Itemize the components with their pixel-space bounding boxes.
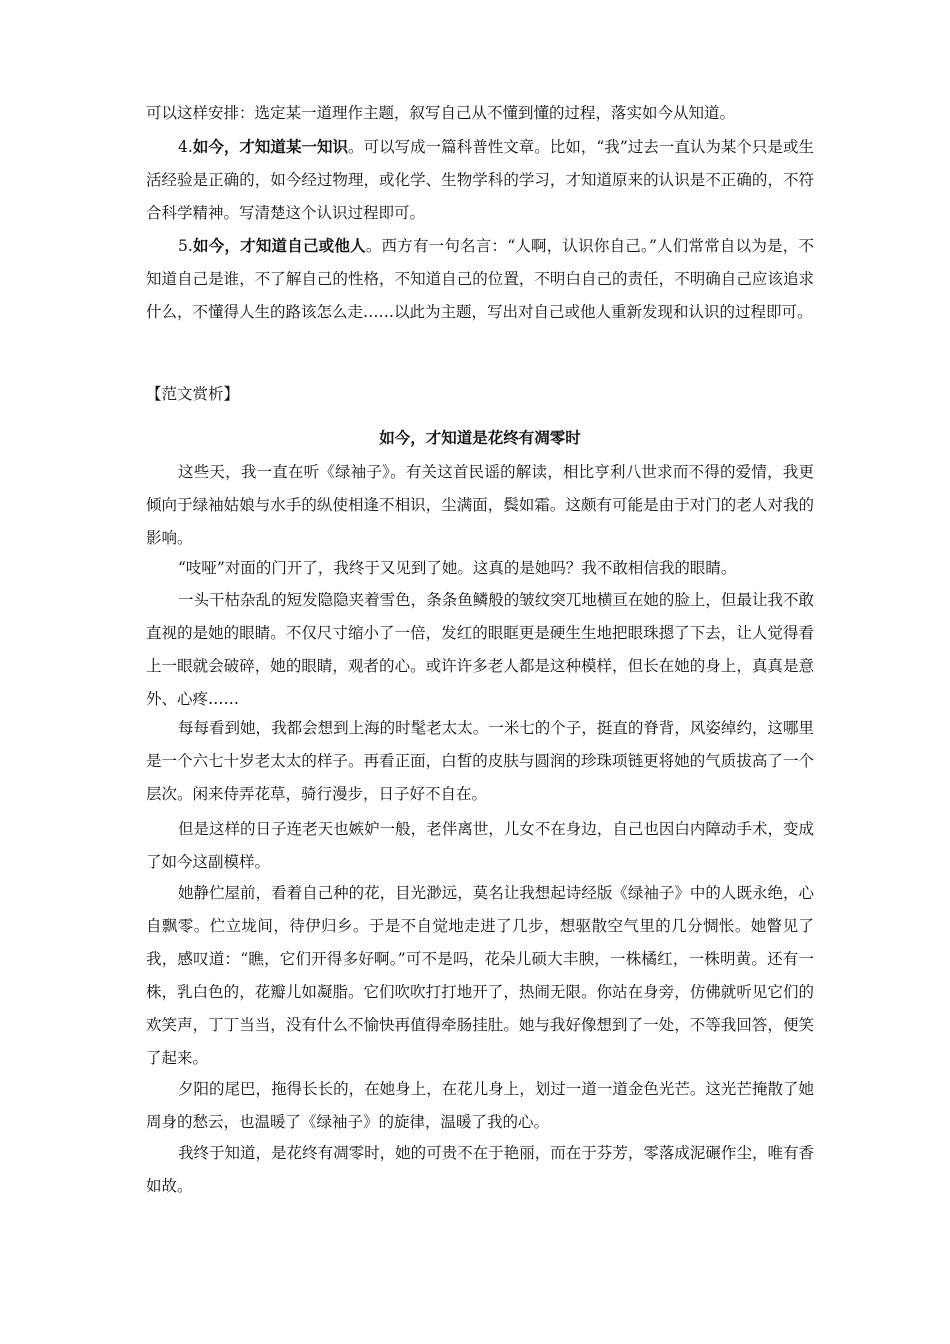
essay-paragraph-7: 夕阳的尾巴，拖得长长的，在她身上，在花儿身上，划过一道一道金色光芒。这光芒掩散了她周身的愁云，也温暖了《绿袖子》的旋律，温暖了我的心。 [146, 1080, 814, 1131]
essay-paragraph-3: 一头干枯杂乱的短发隐隐夹着雪色，条条鱼鳞般的皱纹突兀地横亘在她的脸上，但最让我不敢直视的是她的眼睛。不仅尺寸缩小了一倍，发红的眼眶更是硬生生地把眼珠摁了下去，让人觉得看上一眼就会破碎，她的眼睛，观者的心。或许许多老人都是这种模样，但长在她的身上，真真是意外、心疼…… [146, 591, 814, 708]
item-4-text: 。可以写成一篇科普性文章。比如，“我”过去一直认为某个只是或生活经验是正确的，如今经过物理，或化学、生物学科的学习，才知道原来的认识是不正确的，不符合科学精神。写清楚这个认识过程即可。 [146, 138, 814, 222]
item-5-text: 。西方有一句名言：“人啊，认识你自己。”人们常常自以为是，不知道自己是谁，不了解自己的性格，不知道自己的位置，不明白自己的责任，不明确自己应该追求什么，不懂得人生的路该怎么走……以此为主题，写出对自己或他人重新发现和认识的过程即可。 [146, 237, 814, 321]
item-4-heading: 如今，才知道某一知识 [192, 137, 349, 156]
intro-item-5 [146, 229, 814, 329]
essay-paragraph-4: 每每看到她，我都会想到上海的时髦老太太。一米七的个子，挺直的脊背，风姿绰约，这哪里是一个六七十岁老太太的样子。再看正面，白皙的皮肤与圆润的珍珠项链更将她的气质拔高了一个层次。闲来侍弄花草，骑行漫步，日子好不自在。 [146, 719, 814, 803]
essay-paragraph-8: 我终于知道，是花终有凋零时，她的可贵不在于艳丽，而在于芬芳，零落成泥碾作尘，唯有香如故。 [146, 1144, 814, 1195]
item-4-number: 4. [178, 138, 193, 156]
essay-paragraph-2: “吱哑”对面的门开了，我终于又见到了她。这真的是她吗？我不敢相信我的眼睛。 [178, 559, 737, 577]
intro-paragraph-continuation: 可以这样安排：选定某一道理作主题，叙写自己从不懂到懂的过程，落实如今从知道。 [146, 104, 736, 122]
intro-item-4 [146, 130, 814, 230]
essay-paragraph-5: 但是这样的日子连老天也嫉妒一般，老伴离世，儿女不在身边，自己也因白内障动手术，变成了如今这副模样。 [146, 820, 814, 871]
section-label: 【范文赏析】 [146, 385, 240, 403]
essay-paragraph-6: 她静伫屋前，看着自己种的花，目光渺远，莫名让我想起诗经版《绿袖子》中的人既永绝，心自飘零。伫立垅间，待伊归乡。于是不自觉地走进了几步，想驱散空气里的几分惆怅。她瞥见了我，感叹道：“瞧，它们开得多好啊。”可不是吗，花朵儿硕大丰腴，一株橘红，一株明黄。还有一株，乳白色的，花瓣儿如凝脂。它们吹吹打打地开了，热闹无限。你站在身旁，仿佛就听见它们的欢笑声，丁丁当当，没有什么不愉快再值得牵肠挂肚。她与我好像想到了一处，不等我回答，便笑了起来。 [146, 884, 814, 1067]
essay-title: 如今，才知道是花终有凋零时 [379, 428, 581, 447]
item-5-number: 5. [178, 237, 193, 255]
essay-paragraph-1: 这些天，我一直在听《绿袖子》。有关这首民谣的解读，相比亨利八世求而不得的爱情，我更倾向于绿袖姑娘与水手的纵使相逢不相识，尘满面，鬓如霜。这颇有可能是由于对门的老人对我的影响。 [146, 463, 814, 547]
item-5-heading: 如今，才知道自己或他人 [192, 236, 366, 255]
